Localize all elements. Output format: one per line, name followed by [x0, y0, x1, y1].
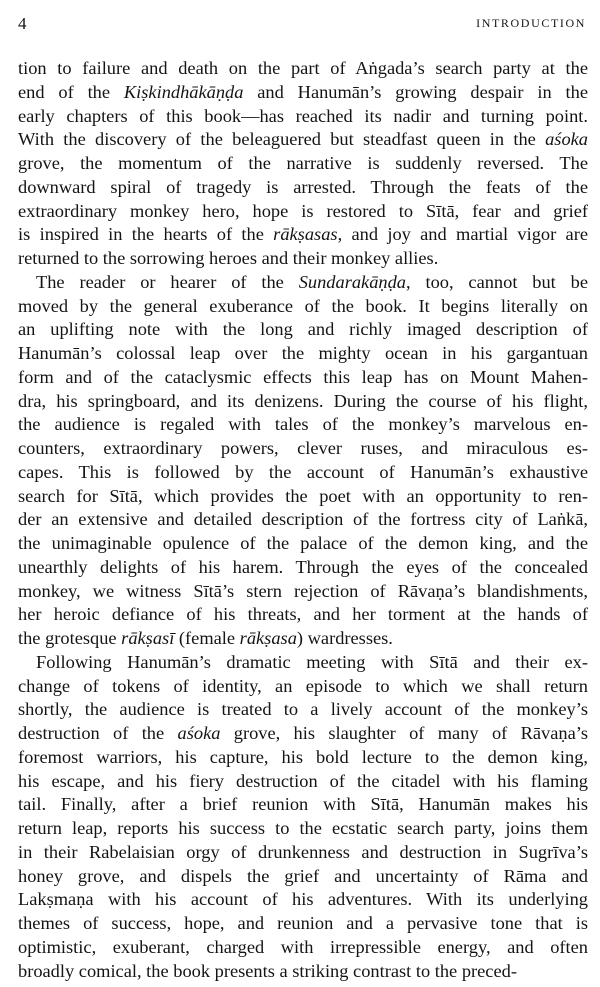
text-line: [18, 793, 588, 817]
text-line: [18, 128, 588, 152]
text-segment: (female: [174, 628, 240, 648]
text-segment: form and of the cataclysmic effects this leap has on Mount Mahen-: [18, 366, 588, 387]
text-line: [18, 603, 588, 627]
text-segment: Hanumān’s colossal leap over the mighty ocean in his gargantuan: [18, 343, 588, 363]
text-line: [18, 105, 588, 129]
text-segment: With the discovery of the beleaguered but steadfast queen in the: [18, 129, 546, 150]
text-line: [18, 817, 588, 841]
text-line: [18, 841, 588, 865]
text-line: [18, 698, 588, 722]
text-segment: capes. This is followed by the account of Hanumān’s exhaustive: [18, 461, 588, 482]
text-segment: grove, his slaughter of many of Rāvaṇa’s: [220, 723, 589, 743]
body-text: [18, 57, 588, 983]
text-line: [18, 200, 588, 224]
text-segment: and Hanumān’s growing despair in the: [243, 81, 588, 102]
text-line: [18, 960, 588, 984]
page-number: 4: [18, 14, 27, 33]
text-segment: early chapters of this book—has reached its nadir and turning point.: [18, 105, 588, 126]
text-segment: the grotesque: [18, 628, 122, 648]
text-line: [18, 81, 588, 105]
text-line: [18, 271, 588, 295]
text-segment: dra, his springboard, and its denizens. During the course of his flight,: [18, 390, 588, 411]
text-line: [18, 57, 588, 81]
text-line: [18, 223, 588, 247]
italic-term: rākṣasas: [273, 224, 338, 245]
text-line: [18, 556, 588, 580]
text-line: [18, 508, 588, 532]
text-segment: honey grove, and dispels the grief and uncertainty of Rāma and: [18, 865, 588, 886]
text-segment: counters, extraordinary powers, clever ruses, and miraculous es-: [18, 438, 588, 458]
text-segment: moved by the general exuberance of the book. It begins literally on: [18, 295, 588, 316]
text-line: [18, 366, 588, 390]
paragraph: [18, 57, 588, 271]
text-line: [18, 580, 588, 604]
text-segment: , too, cannot but be: [406, 271, 589, 292]
text-line: [18, 888, 588, 912]
text-segment: foremost warriors, his capture, his bold lecture to the demon king,: [18, 746, 588, 767]
italic-term: Sundarakāṇḍa: [298, 271, 406, 292]
italic-term: rākṣasa: [239, 628, 297, 648]
text-segment: search for Sītā, which provides the poet with an opportunity to ren-: [18, 485, 588, 506]
text-segment: downward spiral of tragedy is arrested. Through the feats of the: [18, 176, 588, 197]
text-segment: end of the: [18, 81, 124, 102]
text-segment: shortly, the audience is treated to a lively account of the monkey’s: [18, 699, 588, 720]
text-line: [18, 912, 588, 936]
text-segment: themes of success, hope, and reunion and a pervasive tone that is: [18, 913, 588, 933]
text-line: [18, 152, 588, 176]
text-line: [18, 722, 588, 746]
text-line: [18, 247, 588, 271]
text-segment: return leap, reports his success to the ecstatic search party, joins them: [18, 818, 588, 838]
text-line: [18, 461, 588, 485]
text-line: [18, 651, 588, 675]
text-segment: grove, the momentum of the narrative is suddenly reversed. The: [18, 153, 588, 173]
text-segment: her heroic defiance of his threats, and her torment at the hands of: [18, 604, 588, 625]
text-segment: unearthly delights of his harem. Through the eyes of the concealed: [18, 556, 588, 577]
text-line: [18, 485, 588, 509]
text-segment: broadly comical, the book presents a striking contrast to the preced-: [18, 960, 517, 981]
text-segment: optimistic, exuberant, charged with irrepressible energy, and often: [18, 936, 588, 957]
text-line: [18, 413, 588, 437]
italic-term: Kiṣkindhākāṇḍa: [123, 81, 244, 102]
text-segment: returned to the sorrowing heroes and their monkey allies.: [18, 248, 439, 268]
text-segment: ) wardresses.: [296, 628, 393, 648]
italic-term: aśoka: [545, 129, 588, 150]
text-line: [18, 770, 588, 794]
text-line: [18, 342, 588, 366]
paragraph: [18, 651, 588, 984]
page-header: [0, 6, 600, 36]
text-segment: The reader or hearer of the: [36, 271, 299, 292]
text-segment: der an extensive and detailed description of the fortress city of Laṅkā,: [18, 509, 588, 530]
paragraph: [18, 271, 588, 651]
text-segment: the unimaginable opulence of the palace of the demon king, and the: [18, 533, 588, 553]
text-segment: , and joy and martial vigor are: [337, 224, 588, 245]
text-line: [18, 390, 588, 414]
text-line: [18, 176, 588, 200]
text-segment: change of tokens of identity, an episode to which we shall return: [18, 675, 588, 696]
text-line: [18, 437, 588, 461]
text-line: [18, 627, 588, 651]
text-segment: extraordinary monkey hero, hope is restored to Sītā, fear and grief: [18, 200, 588, 221]
text-line: [18, 675, 588, 699]
text-segment: in their Rabelaisian orgy of drunkenness and destruction in Sugrīva’s: [18, 841, 588, 862]
text-segment: monkey, we witness Sītā’s stern rejection of Rāvaṇa’s blandishments,: [18, 580, 588, 601]
text-line: [18, 746, 588, 770]
text-segment: an uplifting note with the long and richly imaged description of: [18, 319, 588, 340]
text-segment: tion to failure and death on the part of Aṅgada’s search party at the: [18, 58, 588, 78]
italic-term: rākṣasī: [121, 628, 175, 648]
text-segment: the audience is regaled with tales of the monkey’s marvelous en-: [18, 414, 588, 435]
text-line: [18, 865, 588, 889]
text-line: [18, 936, 588, 960]
text-line: [18, 318, 588, 342]
text-line: [18, 532, 588, 556]
italic-term: aśoka: [177, 723, 221, 743]
text-segment: is inspired in the hearts of the: [18, 224, 274, 245]
text-segment: destruction of the: [18, 723, 178, 743]
text-segment: his escape, and his fiery destruction of the citadel with his flaming: [18, 770, 588, 791]
text-segment: Following Hanumān’s dramatic meeting with Sītā and their ex-: [36, 651, 588, 672]
text-segment: Lakṣmaṇa with his account of his adventures. With its underlying: [18, 889, 588, 910]
text-line: [18, 295, 588, 319]
text-segment: tail. Finally, after a brief reunion with Sītā, Hanumān makes his: [18, 794, 588, 815]
running-head: INTRODUCTION: [476, 16, 586, 30]
